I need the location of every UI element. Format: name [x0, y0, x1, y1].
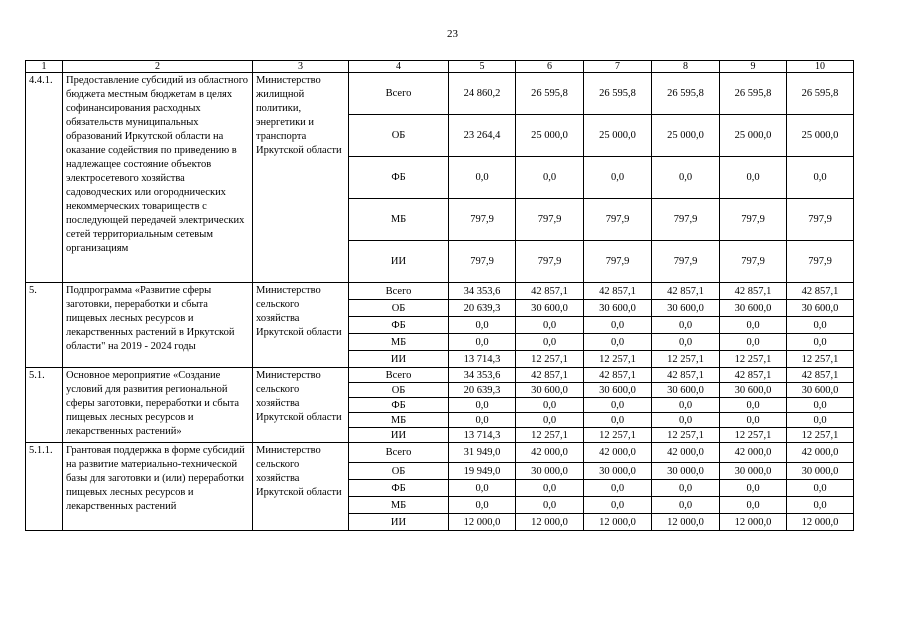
amount-cell: 30 600,0	[787, 383, 854, 398]
amount-cell: 797,9	[652, 241, 720, 283]
funding-source: Всего	[349, 283, 449, 300]
amount-cell: 0,0	[652, 317, 720, 334]
amount-cell: 0,0	[652, 157, 720, 199]
table-body	[26, 61, 854, 531]
amount-cell: 25 000,0	[787, 115, 854, 157]
amount-cell: 13 714,3	[449, 351, 516, 368]
amount-cell: 19 949,0	[449, 463, 516, 480]
amount-cell: 0,0	[720, 480, 787, 497]
amount-cell: 42 857,1	[584, 283, 652, 300]
amount-cell: 797,9	[449, 241, 516, 283]
amount-cell: 0,0	[787, 413, 854, 428]
funding-source: ОБ	[349, 115, 449, 157]
item-description: Грантовая поддержка в форме субсидий на развитие материально-технической базы для заготовки и (или) переработки пищевых лесных ресурсов и лекарственных растений	[63, 443, 253, 531]
executor-cell: Министерство сельского хозяйства Иркутской области	[253, 283, 349, 368]
table-row	[26, 443, 854, 463]
amount-cell: 12 000,0	[720, 514, 787, 531]
amount-cell: 42 857,1	[720, 368, 787, 383]
amount-cell: 0,0	[584, 413, 652, 428]
column-header: 8	[652, 61, 720, 73]
funding-source: ФБ	[349, 480, 449, 497]
column-header: 6	[516, 61, 584, 73]
amount-cell: 797,9	[584, 241, 652, 283]
amount-cell: 23 264,4	[449, 115, 516, 157]
amount-cell: 0,0	[787, 398, 854, 413]
executor-cell: Министерство жилищной политики, энергетики и транспорта Иркутской области	[253, 73, 349, 283]
amount-cell: 797,9	[584, 199, 652, 241]
amount-cell: 0,0	[584, 497, 652, 514]
executor-cell: Министерство сельского хозяйства Иркутской области	[253, 443, 349, 531]
funding-source: ФБ	[349, 317, 449, 334]
funding-source: ФБ	[349, 157, 449, 199]
amount-cell: 42 857,1	[720, 283, 787, 300]
column-header: 9	[720, 61, 787, 73]
amount-cell: 0,0	[584, 317, 652, 334]
funding-source: МБ	[349, 334, 449, 351]
amount-cell: 0,0	[516, 317, 584, 334]
amount-cell: 797,9	[787, 199, 854, 241]
header-row	[26, 61, 854, 73]
amount-cell: 0,0	[516, 480, 584, 497]
table-row	[26, 283, 854, 300]
amount-cell: 0,0	[449, 157, 516, 199]
amount-cell: 797,9	[787, 241, 854, 283]
item-code: 4.4.1.	[26, 73, 63, 283]
amount-cell: 0,0	[787, 497, 854, 514]
amount-cell: 797,9	[720, 241, 787, 283]
column-header: 2	[63, 61, 253, 73]
amount-cell: 0,0	[787, 480, 854, 497]
amount-cell: 26 595,8	[652, 73, 720, 115]
amount-cell: 42 857,1	[516, 283, 584, 300]
funding-source: Всего	[349, 73, 449, 115]
amount-cell: 42 857,1	[584, 368, 652, 383]
amount-cell: 12 257,1	[652, 428, 720, 443]
amount-cell: 0,0	[449, 398, 516, 413]
amount-cell: 30 600,0	[720, 383, 787, 398]
amount-cell: 12 257,1	[584, 428, 652, 443]
amount-cell: 12 257,1	[584, 351, 652, 368]
amount-cell: 0,0	[449, 334, 516, 351]
amount-cell: 42 000,0	[584, 443, 652, 463]
amount-cell: 797,9	[652, 199, 720, 241]
amount-cell: 30 000,0	[787, 463, 854, 480]
column-header: 5	[449, 61, 516, 73]
amount-cell: 0,0	[516, 157, 584, 199]
item-description: Предоставление субсидий из областного бюджета местным бюджетам в целях софинансирования расходных обязательств муниципальных образований Иркутской области на оказание содействия по приведению в надлежащее состояние объектов электросетевого хозяйства садоводческих или огороднических некоммерческих товариществ с последующей передачей электрических сетей территориальным сетевым организациям	[63, 73, 253, 283]
item-description: Основное мероприятие «Создание условий для развития региональной сферы заготовки, переработки и сбыта пищевых лесных ресурсов и лекарственных растений»	[63, 368, 253, 443]
funding-source: МБ	[349, 497, 449, 514]
amount-cell: 0,0	[720, 157, 787, 199]
amount-cell: 25 000,0	[720, 115, 787, 157]
amount-cell: 42 857,1	[652, 368, 720, 383]
amount-cell: 0,0	[652, 480, 720, 497]
column-header: 1	[26, 61, 63, 73]
amount-cell: 0,0	[652, 497, 720, 514]
amount-cell: 0,0	[652, 413, 720, 428]
amount-cell: 30 600,0	[652, 300, 720, 317]
amount-cell: 0,0	[720, 413, 787, 428]
amount-cell: 30 000,0	[584, 463, 652, 480]
amount-cell: 42 000,0	[787, 443, 854, 463]
amount-cell: 12 000,0	[652, 514, 720, 531]
amount-cell: 13 714,3	[449, 428, 516, 443]
amount-cell: 0,0	[449, 413, 516, 428]
amount-cell: 30 600,0	[516, 300, 584, 317]
amount-cell: 12 257,1	[720, 351, 787, 368]
amount-cell: 0,0	[787, 317, 854, 334]
table-row	[26, 73, 854, 115]
item-code: 5.1.	[26, 368, 63, 443]
amount-cell: 12 257,1	[516, 351, 584, 368]
funding-source: Всего	[349, 443, 449, 463]
amount-cell: 0,0	[652, 398, 720, 413]
amount-cell: 42 857,1	[787, 283, 854, 300]
amount-cell: 12 257,1	[652, 351, 720, 368]
amount-cell: 0,0	[449, 317, 516, 334]
table-row	[26, 368, 854, 383]
amount-cell: 30 600,0	[584, 300, 652, 317]
funding-source: ИИ	[349, 241, 449, 283]
amount-cell: 42 857,1	[787, 368, 854, 383]
amount-cell: 30 000,0	[652, 463, 720, 480]
amount-cell: 797,9	[449, 199, 516, 241]
amount-cell: 26 595,8	[584, 73, 652, 115]
budget-table	[25, 60, 854, 531]
amount-cell: 0,0	[584, 398, 652, 413]
amount-cell: 20 639,3	[449, 300, 516, 317]
amount-cell: 34 353,6	[449, 368, 516, 383]
amount-cell: 30 600,0	[720, 300, 787, 317]
funding-source: ОБ	[349, 383, 449, 398]
item-code: 5.1.1.	[26, 443, 63, 531]
amount-cell: 42 857,1	[516, 368, 584, 383]
amount-cell: 0,0	[516, 398, 584, 413]
amount-cell: 0,0	[516, 413, 584, 428]
amount-cell: 30 600,0	[516, 383, 584, 398]
funding-source: ОБ	[349, 463, 449, 480]
amount-cell: 25 000,0	[652, 115, 720, 157]
column-header: 3	[253, 61, 349, 73]
column-header: 4	[349, 61, 449, 73]
amount-cell: 30 600,0	[652, 383, 720, 398]
executor-cell: Министерство сельского хозяйства Иркутской области	[253, 368, 349, 443]
amount-cell: 26 595,8	[720, 73, 787, 115]
amount-cell: 30 600,0	[584, 383, 652, 398]
funding-source: МБ	[349, 199, 449, 241]
amount-cell: 0,0	[720, 317, 787, 334]
amount-cell: 12 000,0	[584, 514, 652, 531]
funding-source: Всего	[349, 368, 449, 383]
amount-cell: 12 257,1	[516, 428, 584, 443]
item-description: Подпрограмма «Развитие сферы заготовки, переработки и сбыта пищевых лесных ресурсов и лекарственных растений в Иркутской области" на 2019 - 2024 годы	[63, 283, 253, 368]
amount-cell: 0,0	[584, 480, 652, 497]
amount-cell: 12 257,1	[787, 351, 854, 368]
column-header: 7	[584, 61, 652, 73]
amount-cell: 42 000,0	[516, 443, 584, 463]
amount-cell: 34 353,6	[449, 283, 516, 300]
amount-cell: 25 000,0	[516, 115, 584, 157]
amount-cell: 42 857,1	[652, 283, 720, 300]
amount-cell: 12 000,0	[787, 514, 854, 531]
amount-cell: 0,0	[787, 334, 854, 351]
amount-cell: 25 000,0	[584, 115, 652, 157]
amount-cell: 0,0	[720, 398, 787, 413]
funding-source: МБ	[349, 413, 449, 428]
amount-cell: 0,0	[584, 157, 652, 199]
amount-cell: 12 257,1	[720, 428, 787, 443]
funding-source: ИИ	[349, 514, 449, 531]
amount-cell: 24 860,2	[449, 73, 516, 115]
amount-cell: 0,0	[449, 480, 516, 497]
amount-cell: 0,0	[720, 334, 787, 351]
amount-cell: 30 000,0	[516, 463, 584, 480]
amount-cell: 0,0	[787, 157, 854, 199]
amount-cell: 12 257,1	[787, 428, 854, 443]
amount-cell: 31 949,0	[449, 443, 516, 463]
amount-cell: 0,0	[652, 334, 720, 351]
amount-cell: 20 639,3	[449, 383, 516, 398]
amount-cell: 42 000,0	[652, 443, 720, 463]
amount-cell: 26 595,8	[516, 73, 584, 115]
funding-source: ИИ	[349, 351, 449, 368]
amount-cell: 0,0	[720, 497, 787, 514]
funding-source: ИИ	[349, 428, 449, 443]
amount-cell: 797,9	[720, 199, 787, 241]
amount-cell: 12 000,0	[449, 514, 516, 531]
amount-cell: 26 595,8	[787, 73, 854, 115]
amount-cell: 797,9	[516, 199, 584, 241]
amount-cell: 30 000,0	[720, 463, 787, 480]
funding-source: ФБ	[349, 398, 449, 413]
page-number: 23	[447, 28, 458, 40]
amount-cell: 797,9	[516, 241, 584, 283]
amount-cell: 0,0	[516, 497, 584, 514]
funding-source: ОБ	[349, 300, 449, 317]
amount-cell: 12 000,0	[516, 514, 584, 531]
amount-cell: 0,0	[449, 497, 516, 514]
amount-cell: 30 600,0	[787, 300, 854, 317]
amount-cell: 0,0	[584, 334, 652, 351]
column-header: 10	[787, 61, 854, 73]
item-code: 5.	[26, 283, 63, 368]
amount-cell: 42 000,0	[720, 443, 787, 463]
amount-cell: 0,0	[516, 334, 584, 351]
